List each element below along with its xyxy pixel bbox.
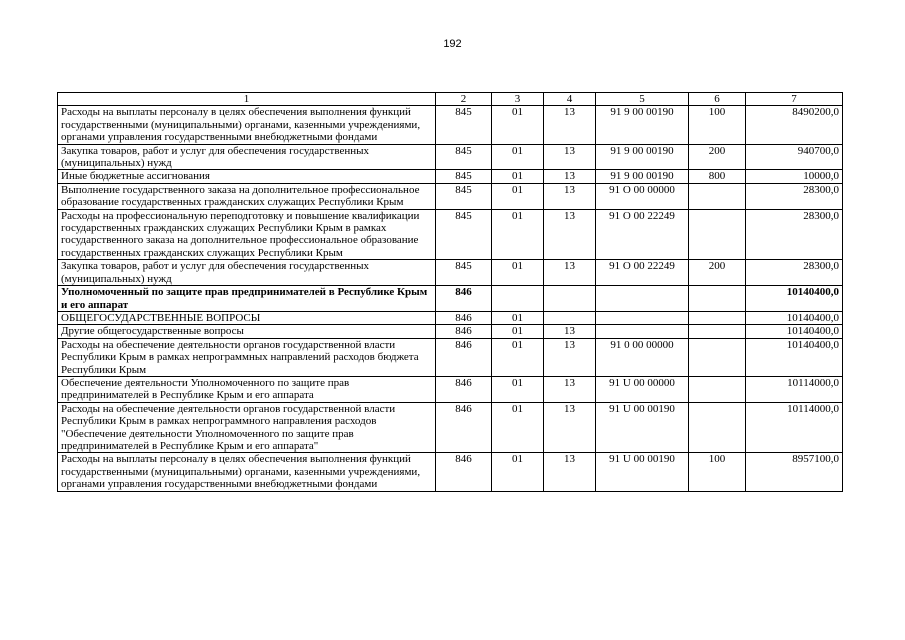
row-name-cell: ОБЩЕГОСУДАРСТВЕННЫЕ ВОПРОСЫ [58, 311, 436, 324]
row-type-cell [689, 325, 746, 338]
row-target-cell [596, 311, 689, 324]
table-row [58, 286, 843, 312]
row-type-cell: 100 [689, 106, 746, 144]
row-type-cell [689, 402, 746, 453]
row-name-cell: Обеспечение деятельности Уполномоченного по защите прав предпринимателей в Республике Крым и его аппарата [58, 376, 436, 402]
row-section-cell: 01 [492, 106, 544, 144]
row-name-cell: Закупка товаров, работ и услуг для обеспечения государственных (муниципальных) нужд [58, 260, 436, 286]
row-name-cell: Расходы на выплаты персоналу в целях обеспечения выполнения функций государственными (муниципальными) органами, казенными учреждениями, органами управления государственными внебюджетными фондами [58, 106, 436, 144]
row-amount-cell: 8490200,0 [746, 106, 843, 144]
row-section-cell [492, 286, 544, 312]
row-name-cell: Расходы на обеспечение деятельности органов государственной власти Республики Крым в рамках непрограммных направлений расходов бюджета Республики Крым [58, 338, 436, 376]
header-cell-3: 3 [492, 93, 544, 106]
row-name-cell: Расходы на выплаты персоналу в целях обеспечения выполнения функций государственными (муниципальными) органами, казенными учреждениями, органами управления государственными внебюджетными фондами [58, 453, 436, 491]
row-amount-cell: 8957100,0 [746, 453, 843, 491]
row-subsection-cell: 13 [544, 376, 596, 402]
row-subsection-cell: 13 [544, 453, 596, 491]
row-section-cell: 01 [492, 376, 544, 402]
row-target-cell: 91 U 00 00000 [596, 376, 689, 402]
row-name-cell: Расходы на профессиональную переподготовку и повышение квалификации государственных гражданских служащих Республики Крым в рамках государственного заказа на дополнительное профессиональное образование государственных гражданских служащих Республики Крым [58, 209, 436, 260]
row-type-cell [689, 183, 746, 209]
row-amount-cell: 940700,0 [746, 144, 843, 170]
row-target-cell [596, 286, 689, 312]
table-row [58, 453, 843, 491]
row-amount-cell: 10140400,0 [746, 311, 843, 324]
row-target-cell: 91 О 00 00000 [596, 183, 689, 209]
table-row [58, 338, 843, 376]
row-code-cell: 846 [436, 338, 492, 376]
row-name-cell: Выполнение государственного заказа на дополнительное профессиональное образование государственных гражданских служащих Республики Крым [58, 183, 436, 209]
row-amount-cell: 28300,0 [746, 260, 843, 286]
header-cell-2: 2 [436, 93, 492, 106]
row-target-cell: 91 9 00 00190 [596, 144, 689, 170]
header-cell-6: 6 [689, 93, 746, 106]
row-amount-cell: 10000,0 [746, 170, 843, 183]
table-row [58, 311, 843, 324]
row-subsection-cell: 13 [544, 325, 596, 338]
row-amount-cell: 28300,0 [746, 209, 843, 260]
row-section-cell: 01 [492, 144, 544, 170]
table-row [58, 106, 843, 144]
row-section-cell: 01 [492, 325, 544, 338]
budget-table [57, 92, 843, 492]
row-target-cell: 91 9 00 00190 [596, 106, 689, 144]
row-amount-cell: 10114000,0 [746, 376, 843, 402]
header-cell-1: 1 [58, 93, 436, 106]
row-type-cell: 200 [689, 144, 746, 170]
row-code-cell: 845 [436, 144, 492, 170]
row-code-cell: 846 [436, 402, 492, 453]
row-section-cell: 01 [492, 209, 544, 260]
row-target-cell: 91 9 00 00190 [596, 170, 689, 183]
row-name-cell: Другие общегосударственные вопросы [58, 325, 436, 338]
table-row [58, 402, 843, 453]
row-section-cell: 01 [492, 260, 544, 286]
row-type-cell [689, 338, 746, 376]
row-code-cell: 845 [436, 260, 492, 286]
row-subsection-cell: 13 [544, 106, 596, 144]
header-cell-4: 4 [544, 93, 596, 106]
table-row [58, 260, 843, 286]
row-amount-cell: 10140400,0 [746, 286, 843, 312]
row-code-cell: 846 [436, 325, 492, 338]
row-amount-cell: 10140400,0 [746, 325, 843, 338]
row-subsection-cell [544, 311, 596, 324]
table-row [58, 183, 843, 209]
table-row [58, 325, 843, 338]
row-name-cell: Расходы на обеспечение деятельности органов государственной власти Республики Крым в рамках непрограммного направления расходов "Обеспечение деятельности Уполномоченного по защите прав предпринимателей в Республике Крым и его аппарата" [58, 402, 436, 453]
row-amount-cell: 10140400,0 [746, 338, 843, 376]
table-row [58, 376, 843, 402]
row-target-cell: 91 О 00 22249 [596, 209, 689, 260]
row-code-cell: 846 [436, 376, 492, 402]
row-subsection-cell: 13 [544, 338, 596, 376]
row-type-cell [689, 209, 746, 260]
row-section-cell: 01 [492, 170, 544, 183]
row-subsection-cell: 13 [544, 183, 596, 209]
row-section-cell: 01 [492, 338, 544, 376]
row-target-cell: 91 U 00 00190 [596, 402, 689, 453]
row-target-cell: 91 О 00 22249 [596, 260, 689, 286]
row-subsection-cell: 13 [544, 402, 596, 453]
row-target-cell: 91 0 00 00000 [596, 338, 689, 376]
header-cell-5: 5 [596, 93, 689, 106]
row-code-cell: 845 [436, 106, 492, 144]
row-subsection-cell [544, 286, 596, 312]
row-code-cell: 846 [436, 286, 492, 312]
row-code-cell: 845 [436, 209, 492, 260]
row-section-cell: 01 [492, 183, 544, 209]
table-row [58, 144, 843, 170]
row-subsection-cell: 13 [544, 260, 596, 286]
row-name-cell: Уполномоченный по защите прав предпринимателей в Республике Крым и его аппарат [58, 286, 436, 312]
row-name-cell: Иные бюджетные ассигнования [58, 170, 436, 183]
row-subsection-cell: 13 [544, 144, 596, 170]
row-type-cell: 800 [689, 170, 746, 183]
row-subsection-cell: 13 [544, 209, 596, 260]
row-code-cell: 845 [436, 170, 492, 183]
row-subsection-cell: 13 [544, 170, 596, 183]
row-section-cell: 01 [492, 311, 544, 324]
row-name-cell: Закупка товаров, работ и услуг для обеспечения государственных (муниципальных) нужд [58, 144, 436, 170]
row-amount-cell: 10114000,0 [746, 402, 843, 453]
row-section-cell: 01 [492, 402, 544, 453]
table-row [58, 170, 843, 183]
row-code-cell: 846 [436, 453, 492, 491]
row-target-cell [596, 325, 689, 338]
row-type-cell [689, 376, 746, 402]
header-row [58, 93, 843, 106]
row-amount-cell: 28300,0 [746, 183, 843, 209]
row-type-cell [689, 286, 746, 312]
row-type-cell [689, 311, 746, 324]
row-target-cell: 91 U 00 00190 [596, 453, 689, 491]
table-row [58, 209, 843, 260]
row-section-cell: 01 [492, 453, 544, 491]
row-type-cell: 200 [689, 260, 746, 286]
page-number: 192 [443, 38, 462, 50]
row-type-cell: 100 [689, 453, 746, 491]
row-code-cell: 845 [436, 183, 492, 209]
header-cell-7: 7 [746, 93, 843, 106]
row-code-cell: 846 [436, 311, 492, 324]
